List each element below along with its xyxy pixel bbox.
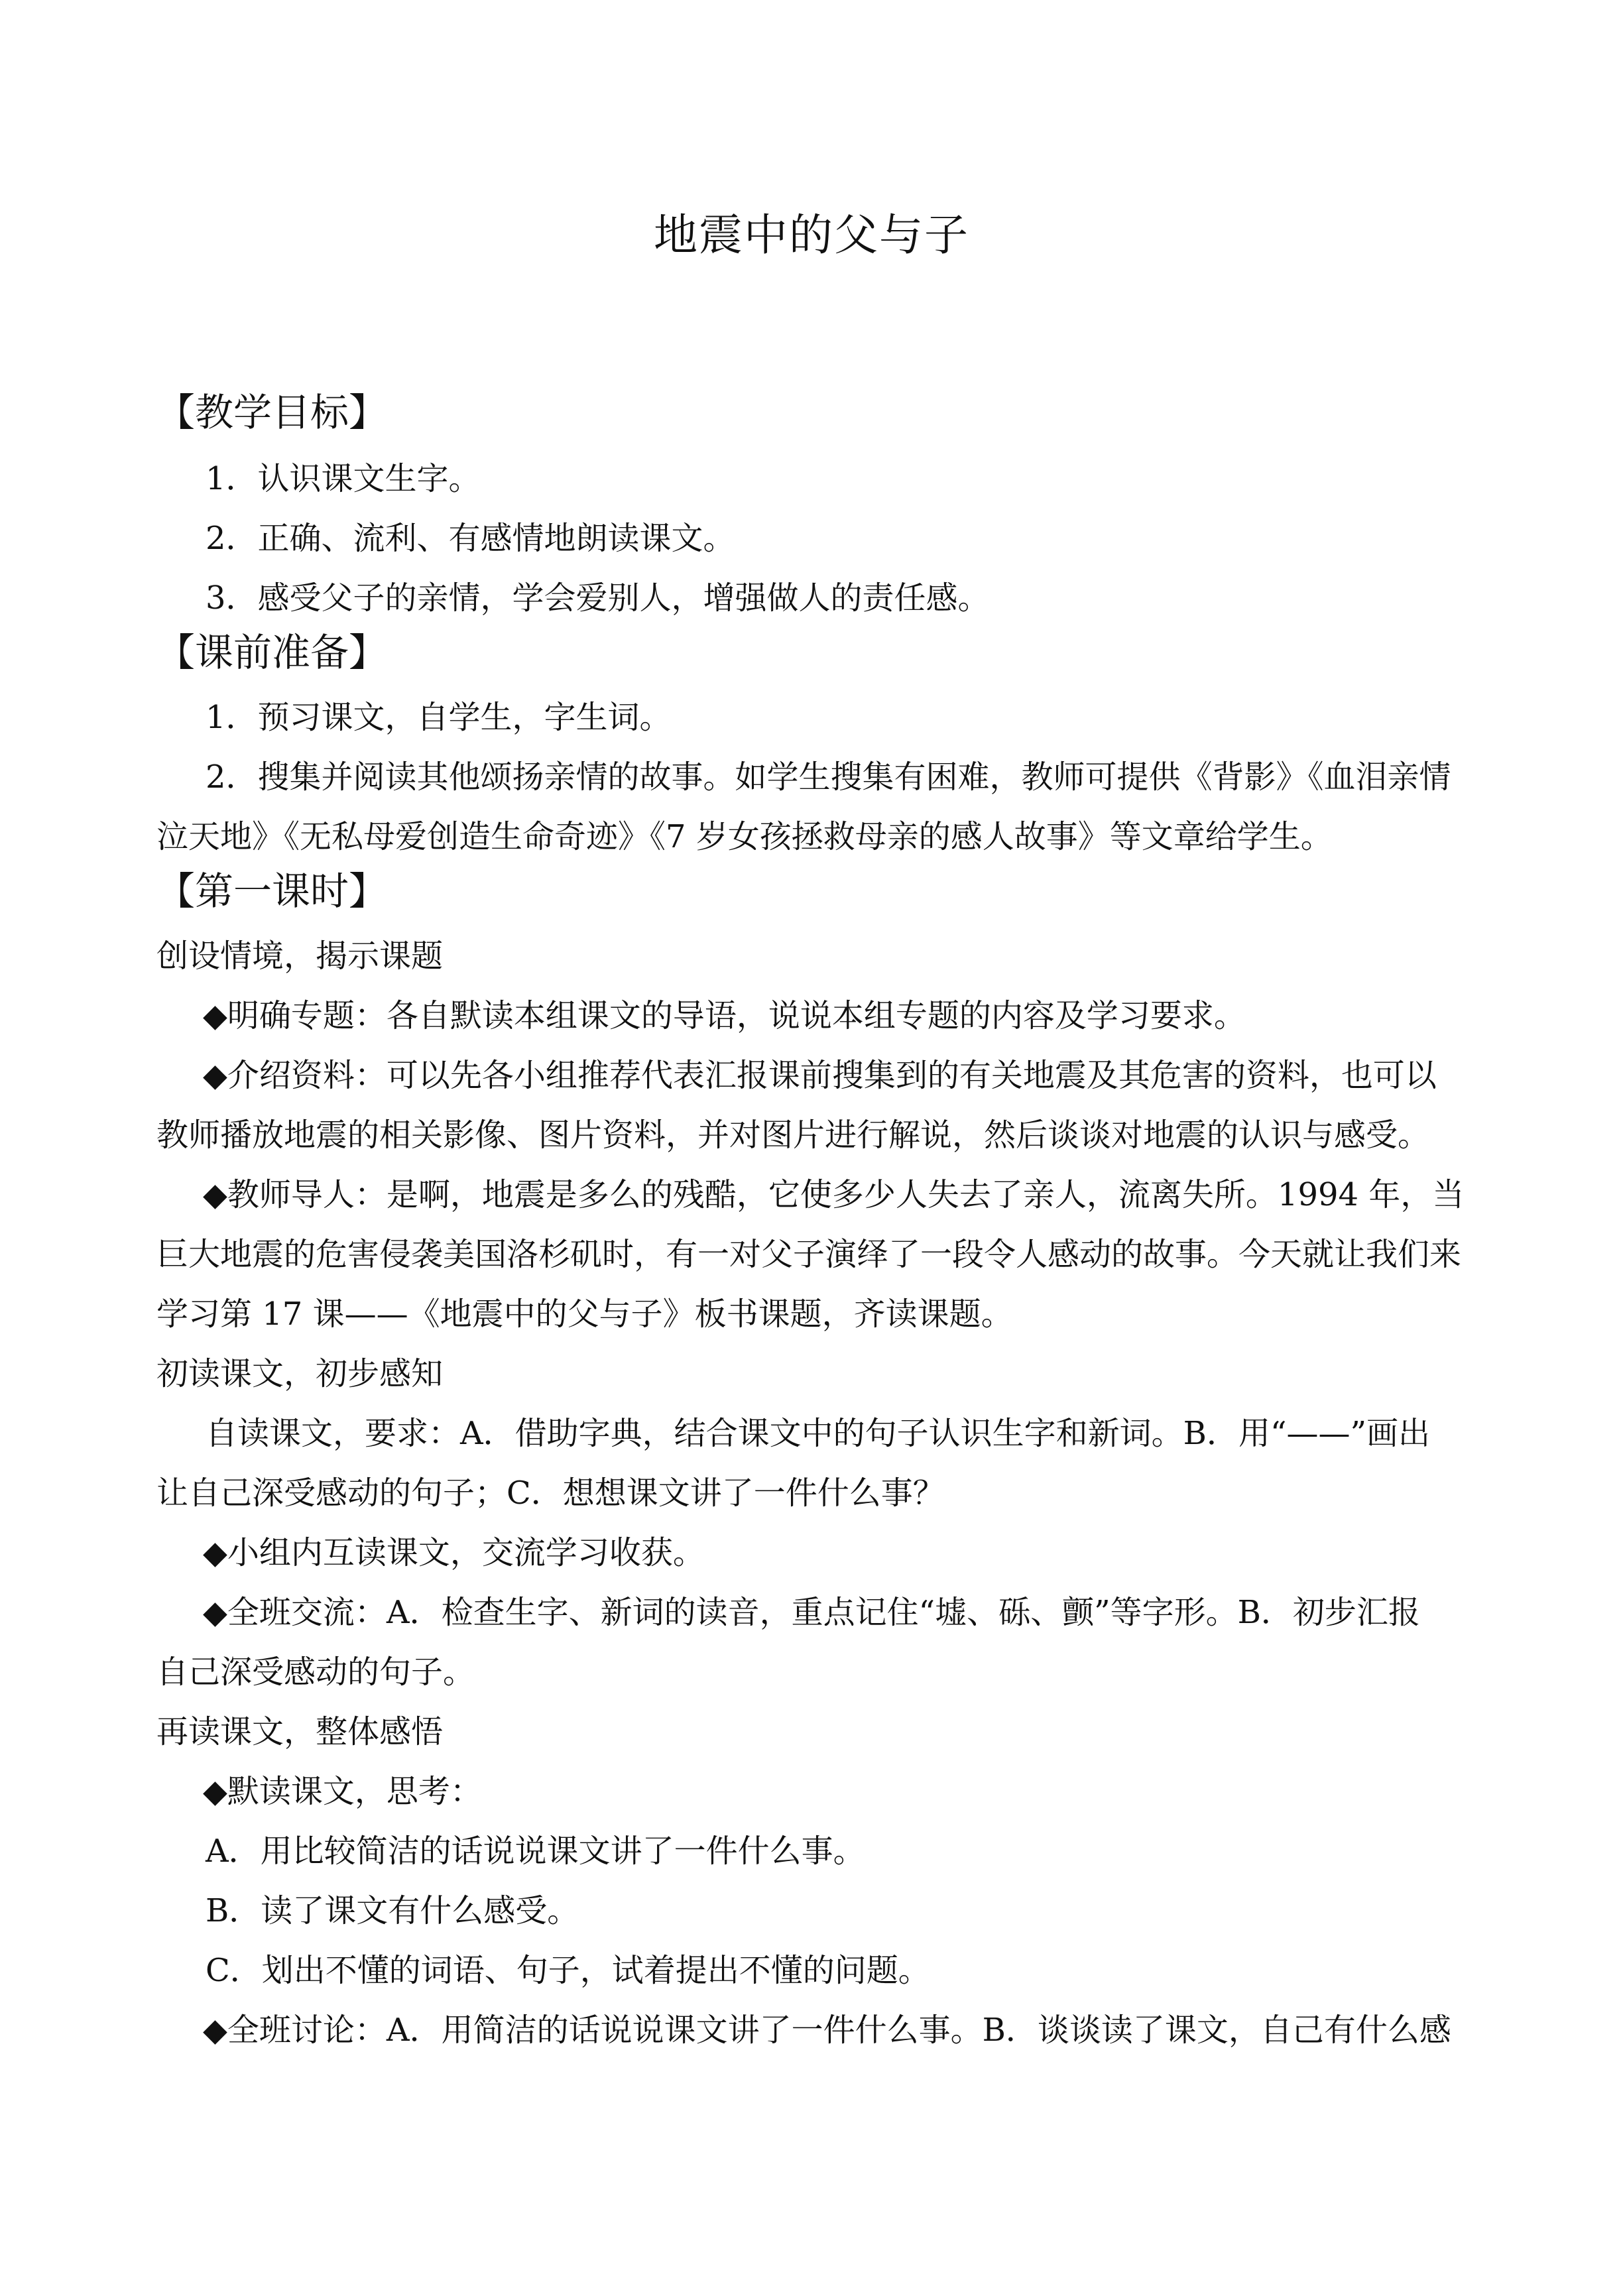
section-heading-preparation: 【课前准备】 — [156, 630, 388, 675]
text-line: 1．认识课文生字。 — [206, 460, 481, 497]
text-line: 1．预习课文，自学生，字生词。 — [206, 699, 672, 736]
text-line: C．划出不懂的词语、句子，试着提出不懂的问题。 — [206, 1952, 930, 1989]
text-line: ◆明确专题：各自默读本组课文的导语，说说本组专题的内容及学习要求。 — [203, 997, 1246, 1034]
text-line: 2．正确、流利、有感情地朗读课文。 — [206, 520, 735, 557]
subheading-line: 初读课文，初步感知 — [156, 1355, 444, 1392]
subheading-line: 创设情境，揭示课题 — [156, 937, 444, 975]
text-line: ◆全班讨论：A．用简洁的话说说课文讲了一件什么事。B．谈谈读了课文，自己有什么感 — [203, 2012, 1451, 2049]
text-line: 2．搜集并阅读其他颂扬亲情的故事。如学生搜集有困难，教师可提供《背影》《血泪亲情 — [206, 758, 1451, 796]
subheading-line: 再读课文，整体感悟 — [156, 1713, 444, 1750]
text-line: 自读课文，要求：A．借助字典，结合课文中的句子认识生字和新词。B．用“——”画出 — [206, 1415, 1431, 1452]
text-line: 学习第 17 课——《地震中的父与子》板书课题，齐读课题。 — [156, 1296, 1013, 1333]
text-line: B．读了课文有什么感受。 — [206, 1892, 579, 1929]
text-line: ◆默读课文，思考： — [203, 1773, 482, 1810]
page-title: 地震中的父与子 — [654, 210, 969, 261]
text-line: 教师播放地震的相关影像、图片资料，并对图片进行解说，然后谈谈对地震的认识与感受。 — [156, 1117, 1430, 1154]
text-line: ◆全班交流：A．检查生字、新词的读音，重点记住“墟、砾、颤”等字形。B．初步汇报 — [203, 1594, 1420, 1631]
section-heading-first-lesson: 【第一课时】 — [156, 869, 388, 914]
text-line: ◆介绍资料：可以先各小组推荐代表汇报课前搜集到的有关地震及其危害的资料，也可以 — [203, 1057, 1437, 1094]
text-line: 巨大地震的危害侵袭美国洛杉矶时，有一对父子演绎了一段令人感动的故事。今天就让我们来 — [156, 1236, 1462, 1273]
text-line: 自己深受感动的句子。 — [156, 1654, 475, 1691]
text-line: ◆小组内互读课文，交流学习收获。 — [203, 1534, 705, 1571]
text-line: A．用比较简洁的话说说课文讲了一件什么事。 — [206, 1833, 865, 1870]
text-line: 3．感受父子的亲情，学会爱别人，增强做人的责任感。 — [206, 579, 990, 617]
text-line: 让自己深受感动的句子；C．想想课文讲了一件什么事？ — [156, 1475, 945, 1512]
text-line: 泣天地》《无私母爱创造生命奇迹》《7 岁女孩拯救母亲的感人故事》等文章给学生。 — [156, 818, 1333, 855]
text-line: ◆教师导人：是啊，地震是多么的残酷，它使多少人失去了亲人，流离失所。1994 年，当 — [203, 1176, 1465, 1213]
section-heading-teaching-goals: 【教学目标】 — [156, 390, 388, 435]
